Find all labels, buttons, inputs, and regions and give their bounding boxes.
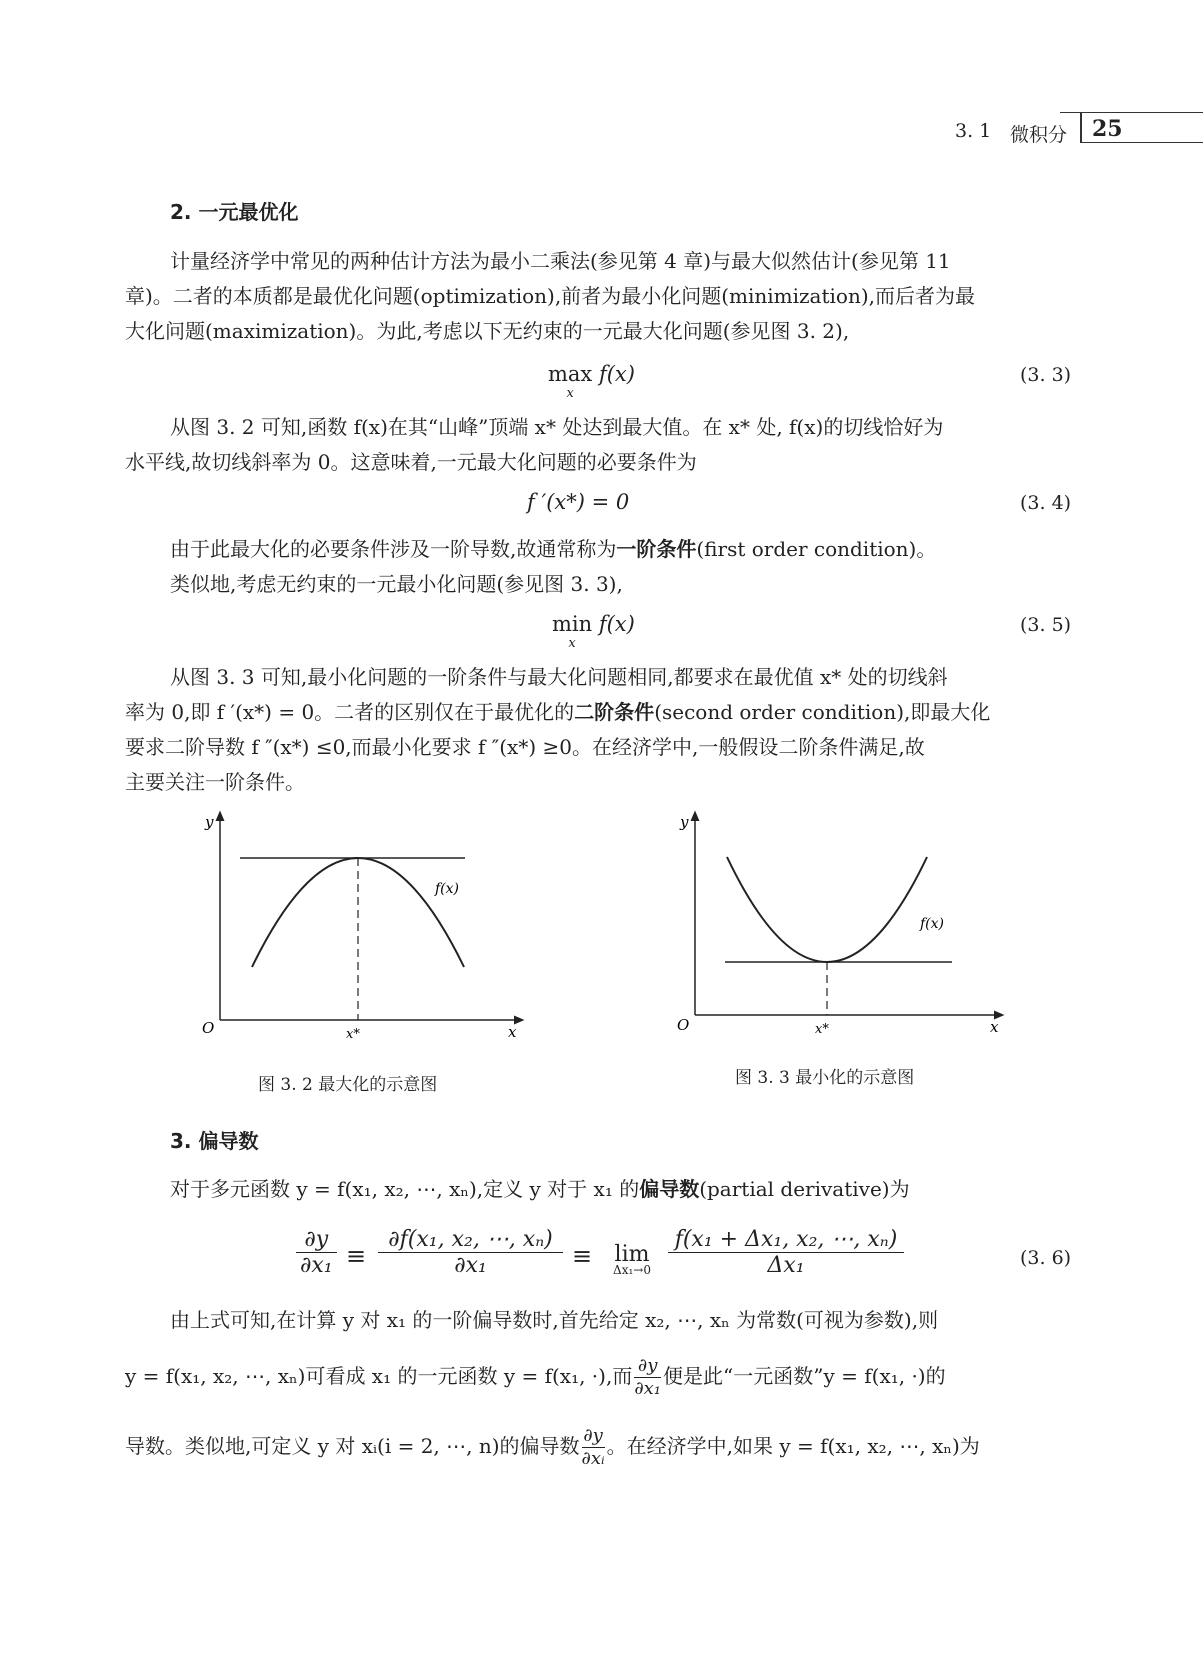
mid-denominator: ∂x₁ bbox=[378, 1252, 563, 1278]
text-run: 导数。类似地,可定义 y 对 xᵢ(i = 2, ⋯, n)的偏导数 bbox=[125, 1434, 580, 1458]
lim-subscript: Δx₁→0 bbox=[613, 1263, 651, 1277]
y-label: y bbox=[680, 813, 689, 831]
curve-label: f(x) bbox=[920, 916, 945, 932]
term-bold: 一阶条件 bbox=[616, 537, 697, 561]
min-subscript: x bbox=[568, 636, 576, 651]
equiv-sign: ≡ bbox=[572, 1242, 593, 1270]
paragraph-line bbox=[170, 532, 936, 567]
origin-label: O bbox=[677, 1016, 690, 1034]
paragraph-line: 大化问题(maximization)。为此,考虑以下无约束的一元最大化问题(参见图 3. 2), bbox=[125, 319, 850, 343]
x-label: x bbox=[508, 1023, 517, 1041]
paragraph-line: 从图 3. 3 可知,最小化问题的一阶条件与最大化问题相同,都要求在最优值 x* 处的切线斜 bbox=[170, 665, 948, 689]
origin-label: O bbox=[202, 1019, 215, 1037]
inline-fraction bbox=[634, 1355, 661, 1400]
paragraph-line: 要求二阶导数 f ″(x*) ≤0,而最小化要求 f ″(x*) ≥0。在经济学中,一般假设二阶条件满足,故 bbox=[125, 735, 925, 759]
inline-frac-num: ∂y bbox=[637, 1355, 658, 1376]
paragraph-line: 由上式可知,在计算 y 对 x₁ 的一阶偏导数时,首先给定 x₂, ⋯, xₙ 为常数(可视为参数),则 bbox=[170, 1308, 939, 1332]
paragraph-line: 从图 3. 2 可知,函数 f(x)在其“山峰”顶端 x* 处达到最大值。在 x* 处, f(x)的切线恰好为 bbox=[170, 415, 944, 439]
min-expression: f(x) bbox=[598, 612, 635, 636]
limit-operator bbox=[602, 1242, 662, 1277]
paragraph-line bbox=[125, 1425, 980, 1470]
text-run: 率为 0,即 f ′(x*) = 0。二者的区别仅在于最优化的 bbox=[125, 700, 575, 724]
equation-3-6-lhs bbox=[296, 1227, 337, 1278]
paragraph-line: 计量经济学中常见的两种估计方法为最小二乘法(参见第 4 章)与最大似然估计(参见第 11 bbox=[170, 249, 951, 273]
y-label: y bbox=[205, 813, 214, 831]
text-run: (second order condition),即最大化 bbox=[654, 700, 991, 724]
equation-number: (3. 6) bbox=[1020, 1247, 1072, 1269]
text-run: 对于多元函数 y = f(x₁, x₂, ⋯, xₙ),定义 y 对于 x₁ 的 bbox=[170, 1177, 640, 1201]
rhs-denominator: Δx₁ bbox=[668, 1252, 904, 1278]
rhs-numerator: f(x₁ + Δx₁, x₂, ⋯, xₙ) bbox=[674, 1227, 898, 1252]
mid-numerator: ∂f(x₁, x₂, ⋯, xₙ) bbox=[388, 1227, 553, 1252]
inline-frac-den: ∂x₁ bbox=[634, 1378, 662, 1399]
equation-3-6-mid bbox=[378, 1227, 563, 1278]
text-run: (first order condition)。 bbox=[696, 537, 937, 561]
equation-number: (3. 3) bbox=[1020, 364, 1072, 386]
x-label: x bbox=[990, 1018, 999, 1036]
lim-text: lim bbox=[614, 1242, 650, 1267]
section-title-partial-derivative: 3. 偏导数 bbox=[170, 1129, 259, 1153]
term-bold: 二阶条件 bbox=[574, 700, 655, 724]
max-operator: max bbox=[548, 362, 593, 386]
figure-caption: 图 3. 3 最小化的示意图 bbox=[735, 1068, 915, 1088]
convex-curve bbox=[727, 857, 927, 962]
inline-frac-den: ∂xᵢ bbox=[581, 1448, 605, 1469]
text-run: 由于此最大化的必要条件涉及一阶导数,故通常称为 bbox=[170, 537, 617, 561]
paragraph-line bbox=[170, 1172, 910, 1207]
paragraph-line: 主要关注一阶条件。 bbox=[125, 770, 305, 794]
paragraph-line bbox=[125, 1355, 946, 1400]
figure-caption: 图 3. 2 最大化的示意图 bbox=[258, 1075, 438, 1095]
text-run: 便是此“一元函数”y = f(x₁, ·)的 bbox=[663, 1364, 946, 1388]
page-number: 25 bbox=[1092, 116, 1123, 142]
paragraph-line bbox=[125, 695, 990, 730]
section-title-optimization: 2. 一元最优化 bbox=[170, 200, 299, 224]
text-run: y = f(x₁, x₂, ⋯, xₙ)可看成 x₁ 的一元函数 y = f(x₁, ·),而 bbox=[125, 1364, 633, 1388]
equation-3-3 bbox=[548, 362, 635, 410]
min-operator: min bbox=[552, 612, 593, 636]
equation-3-5 bbox=[552, 612, 635, 660]
term-bold: 偏导数 bbox=[639, 1177, 700, 1201]
equation-number: (3. 5) bbox=[1020, 614, 1072, 636]
x-star-label: x* bbox=[346, 1027, 360, 1042]
paragraph-line: 水平线,故切线斜率为 0。这意味着,一元最大化问题的必要条件为 bbox=[125, 450, 697, 474]
equiv-sign: ≡ bbox=[346, 1242, 367, 1270]
max-expression: f(x) bbox=[598, 362, 635, 386]
text-run: (partial derivative)为 bbox=[699, 1177, 910, 1201]
lhs-numerator: ∂y bbox=[304, 1227, 329, 1252]
x-star-label: x* bbox=[815, 1022, 829, 1037]
paragraph-line: 类似地,考虑无约束的一元最小化问题(参见图 3. 3), bbox=[170, 572, 623, 596]
equation-3-6-rhs bbox=[668, 1227, 904, 1278]
inline-frac-num: ∂y bbox=[583, 1425, 603, 1446]
header-chapter: 微积分 bbox=[1010, 124, 1068, 146]
inline-fraction bbox=[582, 1425, 605, 1470]
paragraph-line: 章)。二者的本质都是最优化问题(optimization),前者为最小化问题(minimization),而后者为最 bbox=[125, 284, 975, 308]
equation-number: (3. 4) bbox=[1020, 492, 1072, 514]
curve-label: f(x) bbox=[435, 881, 460, 897]
lhs-denominator: ∂x₁ bbox=[296, 1252, 337, 1278]
figure-3-2-maximization bbox=[190, 805, 540, 1045]
figure-3-3-minimization bbox=[665, 805, 1015, 1045]
equation-3-4: f ′(x*) = 0 bbox=[527, 490, 630, 514]
header-section: 3. 1 bbox=[955, 120, 992, 142]
max-subscript: x bbox=[566, 386, 574, 401]
text-run: 。在经济学中,如果 y = f(x₁, x₂, ⋯, xₙ)为 bbox=[606, 1434, 980, 1458]
